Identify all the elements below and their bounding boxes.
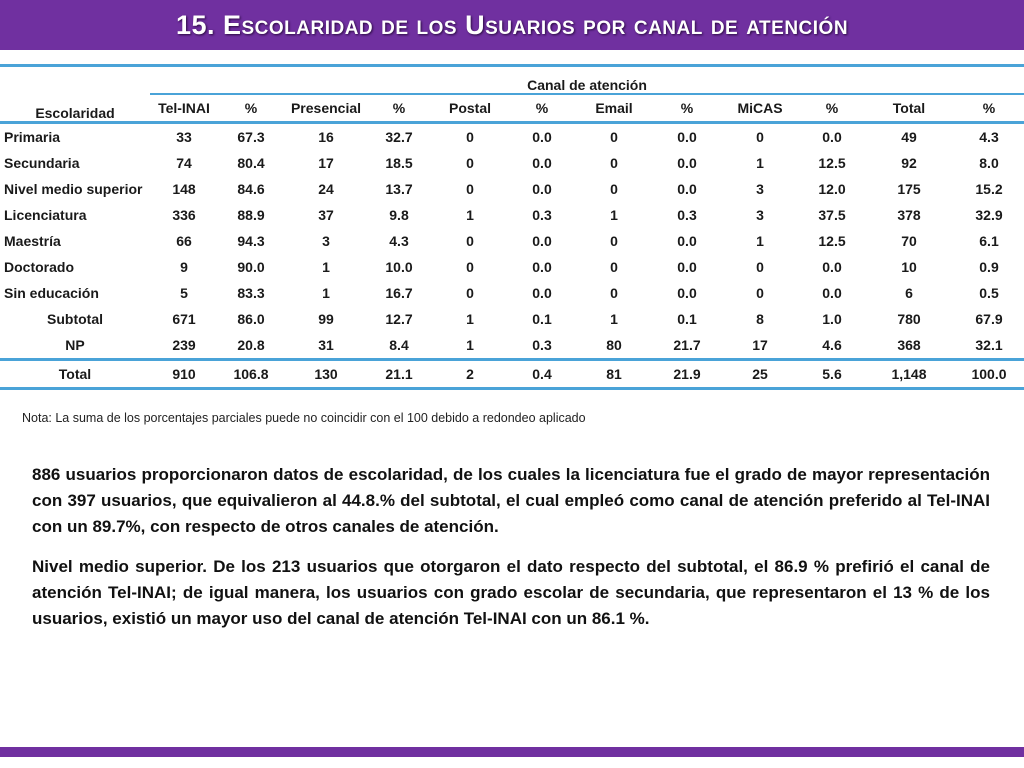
row-header: Escolaridad bbox=[0, 66, 150, 123]
table-cell: 0 bbox=[466, 155, 474, 171]
table-cell: 0.0 bbox=[532, 155, 552, 171]
table-cell: 0.3 bbox=[677, 207, 697, 223]
column-header: Total bbox=[864, 94, 954, 123]
table-cell: 0 bbox=[610, 285, 618, 301]
table-cell: 21.7 bbox=[654, 332, 720, 360]
table-row bbox=[0, 228, 1024, 254]
row-label: Doctorado bbox=[4, 259, 74, 275]
table-cell: 10 bbox=[901, 259, 917, 275]
table-cell: 92 bbox=[901, 155, 917, 171]
table-cell: 0.4 bbox=[510, 360, 574, 389]
title-bar bbox=[0, 0, 1024, 50]
table-cell: 1,148 bbox=[864, 360, 954, 389]
table-cell: 780 bbox=[897, 311, 921, 327]
table-cell: 175 bbox=[897, 181, 921, 197]
table-cell: 1 bbox=[756, 155, 764, 171]
table-cell: 16.7 bbox=[385, 285, 413, 301]
table-cell: 0.0 bbox=[677, 181, 697, 197]
table-cell: 0.5 bbox=[979, 285, 999, 301]
table-cell: 12.7 bbox=[385, 311, 413, 327]
total-row bbox=[0, 360, 1024, 389]
table-cell: 31 bbox=[284, 332, 368, 360]
row-label: Sin educación bbox=[4, 285, 99, 301]
table-row bbox=[0, 176, 1024, 202]
table-cell: 83.3 bbox=[237, 285, 265, 301]
table-cell: 0.0 bbox=[822, 259, 842, 275]
table-cell: 80.4 bbox=[237, 155, 265, 171]
table-cell: 0.0 bbox=[677, 285, 697, 301]
table-cell: 0.3 bbox=[510, 332, 574, 360]
table-cell: 0 bbox=[756, 259, 764, 275]
table-cell: 336 bbox=[172, 207, 196, 223]
table-cell: 910 bbox=[150, 360, 218, 389]
table-cell: 66 bbox=[176, 233, 192, 249]
table-cell: 0.0 bbox=[532, 285, 552, 301]
table-cell: 37 bbox=[318, 207, 334, 223]
table-cell: 0.0 bbox=[822, 285, 842, 301]
table-cell: 3 bbox=[756, 207, 764, 223]
table-cell: 1 bbox=[756, 233, 764, 249]
bottom-bar bbox=[0, 747, 1024, 757]
table-cell: 25 bbox=[720, 360, 800, 389]
table-cell: 100.0 bbox=[954, 360, 1024, 389]
table-cell: 49 bbox=[901, 129, 917, 145]
column-header: MiCAS bbox=[720, 94, 800, 123]
table-cell: 9 bbox=[180, 259, 188, 275]
column-header: Tel-INAI bbox=[150, 94, 218, 123]
table-cell: 5 bbox=[180, 285, 188, 301]
table-cell: 0.0 bbox=[677, 233, 697, 249]
table-cell: 3 bbox=[756, 181, 764, 197]
table-cell: 15.2 bbox=[975, 181, 1003, 197]
body-text bbox=[32, 462, 990, 646]
table-cell: 16 bbox=[318, 129, 334, 145]
row-label: Nivel medio superior bbox=[4, 181, 143, 197]
table-cell: 1 bbox=[466, 207, 474, 223]
table-cell: 12.0 bbox=[818, 181, 846, 197]
table-cell: 4.3 bbox=[979, 129, 999, 145]
table-cell: 0 bbox=[466, 259, 474, 275]
table-cell: 74 bbox=[176, 155, 192, 171]
table-cell: 37.5 bbox=[818, 207, 846, 223]
table-cell: 32.1 bbox=[954, 332, 1024, 360]
table-cell: 106.8 bbox=[218, 360, 284, 389]
table-cell: 0 bbox=[466, 129, 474, 145]
table-cell: 3 bbox=[322, 233, 330, 249]
table-cell: 32.7 bbox=[385, 129, 413, 145]
table-cell: 12.5 bbox=[818, 155, 846, 171]
page-title: 15. Escolaridad de los Usuarios por canal de atención bbox=[175, 9, 849, 40]
table-cell: 18.5 bbox=[385, 155, 413, 171]
row-label: NP bbox=[0, 332, 150, 360]
paragraph: 886 usuarios proporcionaron datos de escolaridad, de los cuales la licenciatura fue el grado de mayor representación con 397 usuarios, que equivalieron al 44.8.% del subtotal, el cual empleó como canal de atención preferido al Tel-INAI con un 89.7%, con respecto de otros canales de atención. bbox=[32, 465, 990, 536]
table-cell: 0.0 bbox=[677, 155, 697, 171]
table-cell: 0.0 bbox=[677, 129, 697, 145]
column-header: % bbox=[218, 94, 284, 123]
table-cell: 21.1 bbox=[368, 360, 430, 389]
column-header: % bbox=[510, 94, 574, 123]
table-cell: 12.5 bbox=[818, 233, 846, 249]
row-label: Total bbox=[0, 360, 150, 389]
column-header: % bbox=[654, 94, 720, 123]
table-cell: 0.1 bbox=[532, 311, 552, 327]
table-cell: 24 bbox=[318, 181, 334, 197]
table-cell: 0 bbox=[610, 181, 618, 197]
data-table-container bbox=[0, 64, 1024, 390]
table-cell: 0 bbox=[466, 181, 474, 197]
table-cell: 94.3 bbox=[237, 233, 265, 249]
column-header: % bbox=[368, 94, 430, 123]
table-cell: 20.8 bbox=[218, 332, 284, 360]
table-row bbox=[0, 306, 1024, 332]
table-cell: 2 bbox=[430, 360, 510, 389]
table-cell: 0.0 bbox=[532, 233, 552, 249]
table-cell: 0.3 bbox=[532, 207, 552, 223]
table-cell: 0.0 bbox=[532, 129, 552, 145]
table-cell: 0 bbox=[610, 129, 618, 145]
table-cell: 0.0 bbox=[532, 259, 552, 275]
table-row bbox=[0, 280, 1024, 306]
table-cell: 368 bbox=[864, 332, 954, 360]
table-cell: 0.9 bbox=[979, 259, 999, 275]
table-cell: 9.8 bbox=[389, 207, 409, 223]
table-cell: 99 bbox=[318, 311, 334, 327]
table-cell: 0 bbox=[466, 233, 474, 249]
escolaridad-table bbox=[0, 64, 1024, 390]
table-cell: 6.1 bbox=[979, 233, 999, 249]
row-label: Secundaria bbox=[4, 155, 80, 171]
table-cell: 8 bbox=[756, 311, 764, 327]
table-cell: 90.0 bbox=[237, 259, 265, 275]
table-cell: 0.0 bbox=[677, 259, 697, 275]
table-cell: 0 bbox=[756, 129, 764, 145]
table-cell: 0.1 bbox=[677, 311, 697, 327]
table-cell: 80 bbox=[574, 332, 654, 360]
table-cell: 21.9 bbox=[654, 360, 720, 389]
row-label: Subtotal bbox=[47, 311, 103, 327]
table-cell: 378 bbox=[897, 207, 921, 223]
table-cell: 67.9 bbox=[975, 311, 1003, 327]
table-row bbox=[0, 150, 1024, 176]
table-cell: 8.4 bbox=[368, 332, 430, 360]
table-row bbox=[0, 254, 1024, 280]
table-cell: 0.0 bbox=[532, 181, 552, 197]
table-row bbox=[0, 123, 1024, 151]
table-cell: 130 bbox=[284, 360, 368, 389]
column-header: Postal bbox=[430, 94, 510, 123]
table-cell: 0 bbox=[610, 259, 618, 275]
footnote: Nota: La suma de los porcentajes parciales puede no coincidir con el 100 debido a redondeo aplicado bbox=[22, 411, 586, 425]
table-cell: 32.9 bbox=[975, 207, 1003, 223]
table-cell: 1 bbox=[610, 311, 618, 327]
table-cell: 1 bbox=[430, 332, 510, 360]
row-label: Licenciatura bbox=[4, 207, 87, 223]
table-cell: 81 bbox=[574, 360, 654, 389]
table-cell: 8.0 bbox=[979, 155, 999, 171]
table-cell: 148 bbox=[172, 181, 196, 197]
table-cell: 0 bbox=[610, 155, 618, 171]
table-cell: 1.0 bbox=[822, 311, 842, 327]
table-cell: 17 bbox=[318, 155, 334, 171]
column-header: Email bbox=[574, 94, 654, 123]
group-header: Canal de atención bbox=[150, 66, 1024, 95]
table-cell: 4.6 bbox=[800, 332, 864, 360]
table-cell: 88.9 bbox=[237, 207, 265, 223]
table-cell: 6 bbox=[905, 285, 913, 301]
table-cell: 0 bbox=[756, 285, 764, 301]
table-cell: 671 bbox=[172, 311, 196, 327]
table-cell: 33 bbox=[176, 129, 192, 145]
table-cell: 4.3 bbox=[389, 233, 409, 249]
table-cell: 84.6 bbox=[237, 181, 265, 197]
table-cell: 1 bbox=[322, 259, 330, 275]
table-cell: 86.0 bbox=[237, 311, 265, 327]
column-header: % bbox=[800, 94, 864, 123]
table-row bbox=[0, 332, 1024, 360]
row-label: Primaria bbox=[4, 129, 61, 145]
column-header: % bbox=[954, 94, 1024, 123]
table-cell: 1 bbox=[610, 207, 618, 223]
table-cell: 239 bbox=[150, 332, 218, 360]
column-header: Presencial bbox=[284, 94, 368, 123]
table-cell: 5.6 bbox=[800, 360, 864, 389]
table-cell: 70 bbox=[901, 233, 917, 249]
table-cell: 0.0 bbox=[822, 129, 842, 145]
table-cell: 0 bbox=[610, 233, 618, 249]
table-cell: 1 bbox=[322, 285, 330, 301]
table-cell: 1 bbox=[466, 311, 474, 327]
table-row bbox=[0, 202, 1024, 228]
table-cell: 67.3 bbox=[237, 129, 265, 145]
paragraph: Nivel medio superior. De los 213 usuarios que otorgaron el dato respecto del subtotal, el 86.9 % prefirió el canal de atención Tel-INAI; de igual manera, los usuarios con grado escolar de secundaria, que representaron el 13 % de los usuarios, existió un mayor uso del canal de atención Tel-INAI con un 86.1 %. bbox=[32, 557, 990, 628]
table-cell: 13.7 bbox=[385, 181, 413, 197]
table-cell: 0 bbox=[466, 285, 474, 301]
row-label: Maestría bbox=[4, 233, 61, 249]
table-cell: 17 bbox=[720, 332, 800, 360]
table-cell: 10.0 bbox=[385, 259, 413, 275]
